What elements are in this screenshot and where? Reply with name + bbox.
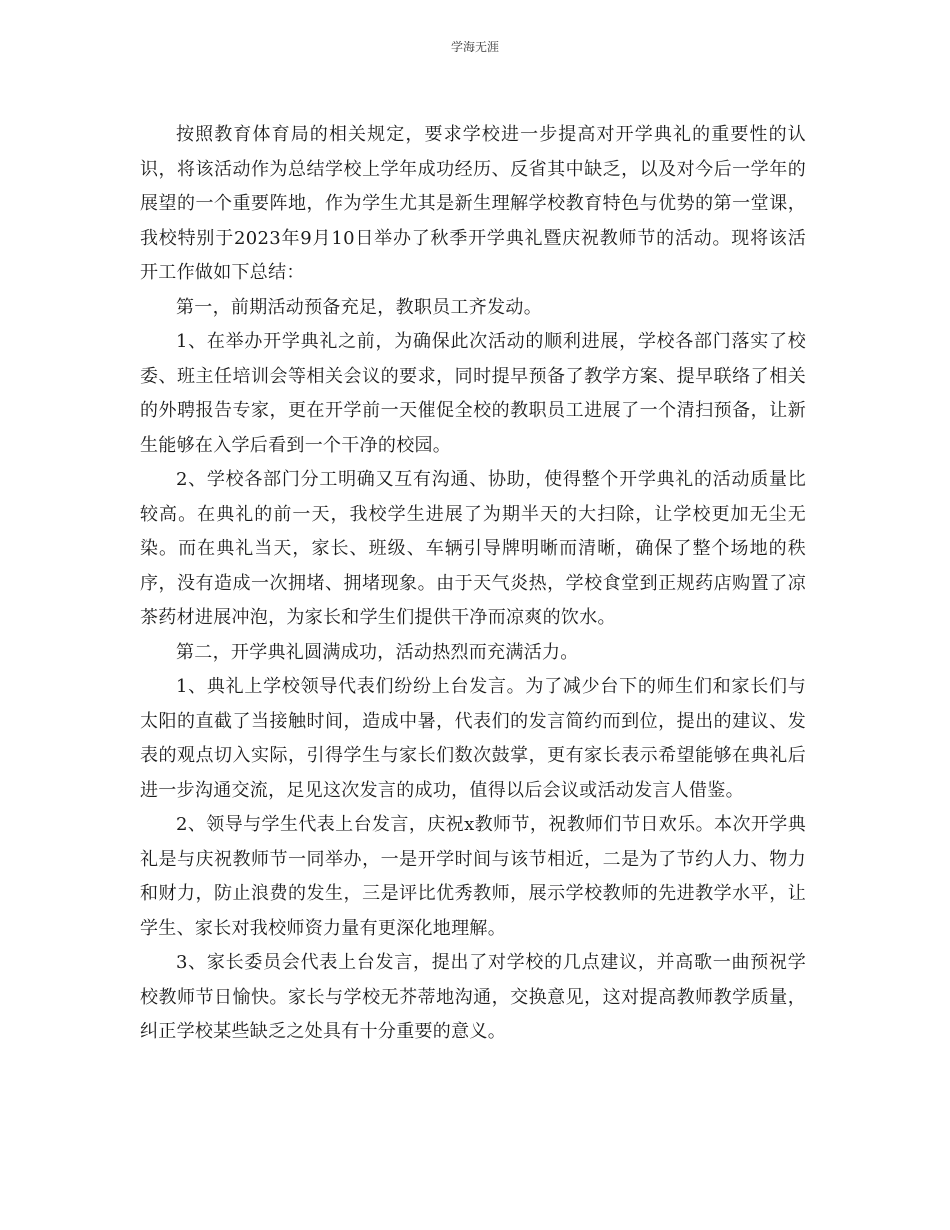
document-body — [140, 118, 806, 1050]
paragraph-intro: 按照教育体育局的相关规定，要求学校进一步提高对开学典礼的重要性的认识，将该活动作为总结学校上学年成功经历、反省其中缺乏，以及对今后一学年的展望的一个重要阵地，作为学生尤其是新生理解学校教育特色与优势的第一堂课，我校特别于2023年9月10日举办了秋季开学典礼暨庆祝教师节的活动。现将该活开工作做如下总结： — [140, 124, 806, 283]
paragraph-1-2: 2、学校各部门分工明确又互有沟通、协助，使得整个开学典礼的活动质量比较高。在典礼的前一天，我校学生进展了为期半天的大扫除，让学校更加无尘无染。而在典礼当天，家长、班级、车辆引导牌明晰而清晰，确保了整个场地的秩序，没有造成一次拥堵、拥堵现象。由于天气炎热，学校食堂到正规药店购置了凉茶药材进展冲泡，为家长和学生们提供干净而凉爽的饮水。 — [140, 469, 806, 628]
paragraph-2-3: 3、家长委员会代表上台发言，提出了对学校的几点建议，并高歌一曲预祝学校教师节日愉快。家长与学校无芥蒂地沟通，交换意见，这对提高教师教学质量，纠正学校某些缺乏之处具有十分重要的意义。 — [140, 952, 806, 1042]
paragraph-2-1: 1、典礼上学校领导代表们纷纷上台发言。为了减少台下的师生们和家长们与太阳的直截了当接触时间，造成中暑，代表们的发言简约而到位，提出的建议、发表的观点切入实际，引得学生与家长们数次鼓掌，更有家长表示希望能够在典礼后进一步沟通交流，足见这次发言的成功，值得以后会议或活动发言人借鉴。 — [140, 676, 806, 801]
section-heading-2: 第二，开学典礼圆满成功，活动热烈而充满活力。 — [176, 641, 579, 663]
paragraph-1-1: 1、在举办开学典礼之前，为确保此次活动的顺利进展，学校各部门落实了校委、班主任培训会等相关会议的要求，同时提早预备了教学方案、提早联络了相关的外聘报告专家，更在开学前一天催促全校的教职员工进展了一个清扫预备，让新生能够在入学后看到一个干净的校园。 — [140, 331, 806, 456]
page-header: 学海无涯 — [450, 40, 499, 54]
section-heading-1: 第一，前期活动预备充足，教职员工齐发动。 — [176, 296, 542, 318]
paragraph-2-2: 2、领导与学生代表上台发言，庆祝x教师节，祝教师们节日欢乐。本次开学典礼是与庆祝教师节一同举办，一是开学时间与该节相近，二是为了节约人力、物力和财力，防止浪费的发生，三是评比优秀教师，展示学校教师的先进教学水平，让学生、家长对我校师资力量有更深化地理解。 — [140, 814, 806, 939]
